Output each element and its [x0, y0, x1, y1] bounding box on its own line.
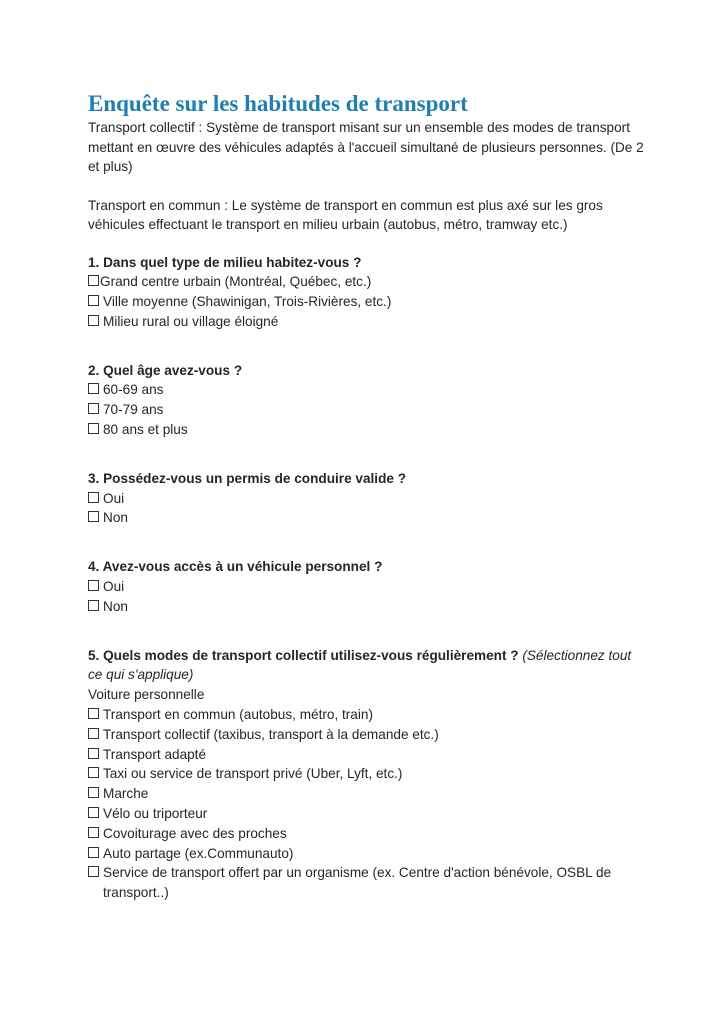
checkbox-icon[interactable] — [88, 580, 99, 591]
option-label: 60-69 ans — [103, 382, 164, 398]
question-1 — [88, 253, 648, 332]
q4-option-non[interactable] — [88, 597, 648, 617]
option-label: Taxi ou service de transport privé (Uber, Lyft, etc.) — [103, 766, 403, 782]
question-5-note: (Sélectionnez tout ce qui s'applique) — [88, 647, 632, 683]
checkbox-icon[interactable] — [88, 807, 99, 818]
option-label: Oui — [103, 490, 125, 506]
question-4 — [88, 557, 648, 616]
checkbox-icon[interactable] — [88, 423, 99, 434]
q5-option-transport-collectif[interactable] — [88, 725, 648, 745]
question-4-title: 4. Avez-vous accès à un véhicule personnel ? — [88, 559, 383, 575]
q5-plain-option: Voiture personnelle — [88, 687, 205, 703]
intro-paragraph-commun: Transport en commun : Le système de transport en commun est plus axé sur les gros véhicules effectuant le transport en milieu urbain (autobus, métro, tramway etc.) — [88, 197, 603, 232]
checkbox-icon[interactable] — [88, 708, 99, 719]
option-label: Non — [103, 598, 128, 614]
option-label: Vélo ou triporteur — [103, 806, 208, 822]
checkbox-icon[interactable] — [88, 511, 99, 522]
checkbox-icon[interactable] — [88, 315, 99, 326]
q2-option-80-plus[interactable] — [88, 420, 648, 440]
question-3 — [88, 469, 648, 528]
option-label: 80 ans et plus — [103, 422, 188, 438]
option-label: Ville moyenne (Shawinigan, Trois-Rivières, etc.) — [103, 294, 392, 310]
question-2-title: 2. Quel âge avez-vous ? — [88, 362, 243, 378]
question-5 — [88, 646, 648, 903]
checkbox-icon[interactable] — [88, 383, 99, 394]
q5-option-taxi[interactable] — [88, 764, 648, 784]
checkbox-icon[interactable] — [88, 275, 99, 286]
option-label: Marche — [103, 786, 149, 802]
checkbox-icon[interactable] — [88, 787, 99, 798]
q5-option-auto-partage[interactable] — [88, 844, 648, 864]
checkbox-icon[interactable] — [88, 403, 99, 414]
option-label: Auto partage (ex.Communauto) — [103, 845, 294, 861]
q3-option-oui[interactable] — [88, 489, 648, 509]
document-title: Enquête sur les habitudes de transport — [88, 91, 468, 116]
q5-option-transport-commun[interactable] — [88, 705, 648, 725]
checkbox-icon[interactable] — [88, 728, 99, 739]
option-label: Covoiturage avec des proches — [103, 825, 287, 841]
option-label: Milieu rural ou village éloigné — [103, 313, 279, 329]
q5-option-covoiturage[interactable] — [88, 824, 648, 844]
q4-option-oui[interactable] — [88, 577, 648, 597]
question-3-title: 3. Possédez-vous un permis de conduire valide ? — [88, 470, 407, 486]
question-2 — [88, 361, 648, 440]
checkbox-icon[interactable] — [88, 600, 99, 611]
checkbox-icon[interactable] — [88, 295, 99, 306]
option-label: 70-79 ans — [103, 402, 164, 418]
q1-option-ville-moyenne[interactable] — [88, 292, 648, 312]
question-5-title — [88, 646, 648, 686]
option-label: Transport collectif (taxibus, transport à la demande etc.) — [103, 726, 439, 742]
q2-option-70-79[interactable] — [88, 400, 648, 420]
option-label: Transport en commun (autobus, métro, train) — [103, 707, 373, 723]
checkbox-icon[interactable] — [88, 866, 99, 877]
checkbox-icon[interactable] — [88, 748, 99, 759]
q1-option-milieu-rural[interactable] — [88, 312, 648, 332]
q5-option-transport-adapte[interactable] — [88, 745, 648, 765]
q2-option-60-69[interactable] — [88, 380, 648, 400]
checkbox-icon[interactable] — [88, 827, 99, 838]
checkbox-icon[interactable] — [88, 847, 99, 858]
q5-option-marche[interactable] — [88, 784, 648, 804]
q1-option-grand-centre[interactable] — [88, 272, 648, 292]
intro-paragraph-collectif: Transport collectif : Système de transport misant sur un ensemble des modes de transport mettant en œuvre des véhicules adaptés à l'accueil simultané de plusieurs personnes. (De 2 et plus) — [88, 120, 644, 174]
option-label: Transport adapté — [103, 746, 207, 762]
option-label: Grand centre urbain (Montréal, Québec, etc.) — [100, 274, 372, 290]
q5-option-velo[interactable] — [88, 804, 648, 824]
document-page — [88, 90, 648, 903]
checkbox-icon[interactable] — [88, 492, 99, 503]
q5-option-service-organisme[interactable] — [88, 863, 648, 903]
question-1-title: 1. Dans quel type de milieu habitez-vous ? — [88, 254, 362, 270]
option-label: Oui — [103, 579, 125, 595]
question-5-title-text: 5. Quels modes de transport collectif utilisez-vous régulièrement ? — [88, 647, 519, 663]
q3-option-non[interactable] — [88, 508, 648, 528]
option-label: Non — [103, 510, 128, 526]
checkbox-icon[interactable] — [88, 767, 99, 778]
option-label: Service de transport offert par un organisme (ex. Centre d'action bénévole, OSBL de transport..) — [103, 865, 612, 901]
